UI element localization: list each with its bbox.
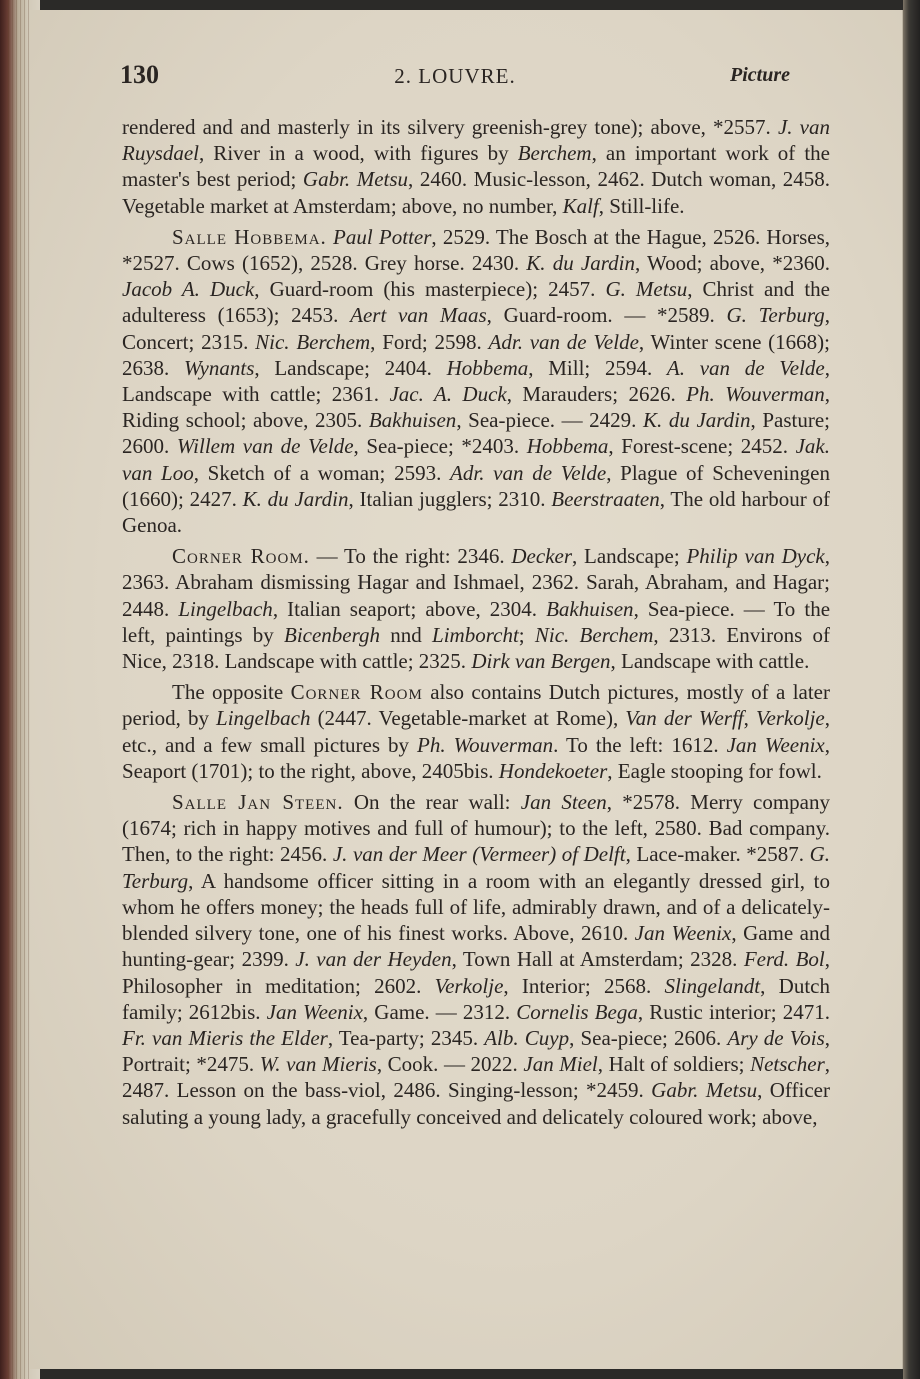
italic-name: Nic. Berchem — [534, 622, 654, 647]
italic-name: Van der Werff — [625, 706, 744, 731]
text-run: , Dutch family; 2612bis. — [122, 973, 830, 1024]
text-run: , A handsome officer sitting in a room with an elegantly dressed girl, to whom he offers money; the heads full of life, admirably drawn, and of a delicately-blended silvery tone, one of his finest works. Above, 2610. — [122, 868, 830, 946]
italic-name: J. van der Meer (Vermeer) of Delft — [332, 842, 626, 867]
italic-name: G. Terburg — [122, 842, 831, 893]
paragraph — [122, 543, 830, 674]
italic-name: Bakhuisen — [546, 596, 634, 621]
italic-name: Slingelandt — [664, 973, 761, 998]
text-run: , Officer saluting a young lady, a gracefully conceived and delicately coloured work; above, — [122, 1078, 830, 1129]
text-run: , Landscape with cattle; 2361. — [122, 355, 830, 407]
text-run: , 2529. The Bosch at the Hague, 2526. Horses, *2527. Cows (1652), 2528. Grey horse. 2430. — [122, 224, 831, 276]
text-run: , Plague of Scheveningen (1660); 2427. — [122, 460, 831, 511]
italic-name: K. du Jardin — [526, 251, 635, 276]
italic-name: Willem van de Velde — [176, 434, 354, 459]
text-run: , 2313. Environs of Nice, 2318. Landscape with cattle; 2325. — [122, 622, 830, 674]
text-run: , Halt of soldiers; — [597, 1052, 751, 1077]
italic-name: Jan Weenix — [266, 999, 363, 1024]
italic-name: K. du Jardin — [242, 486, 349, 511]
italic-name: Hobbema — [446, 355, 529, 380]
text-run: rendered and and masterly in its silvery greenish-grey tone); above, *2557. — [122, 115, 778, 139]
italic-name: Berchem — [517, 141, 592, 166]
text-run: , Tea-party; 2345. — [327, 1025, 485, 1050]
text-run: , Guard-room (his masterpiece); 2457. — [254, 277, 606, 302]
italic-name: Jacob A. Duck — [122, 277, 255, 302]
italic-name: W. van Mieris — [259, 1052, 377, 1077]
italic-name: Beerstraaten — [551, 486, 660, 511]
text-run: . To the left: 1612. — [553, 732, 727, 757]
text-run: , Guard-room. — *2589. — [486, 303, 727, 328]
page-edges — [8, 0, 30, 1379]
text-run: also contains Dutch pictures, mostly of a later period, by — [122, 680, 830, 731]
text-run: , Riding school; above, 2305. — [122, 382, 830, 433]
text-run: , — [743, 706, 756, 731]
italic-name: Dirk van Bergen — [471, 649, 611, 674]
text-run: , Cook. — 2022. — [376, 1052, 524, 1077]
text-run: , Marauders; 2626. — [506, 382, 687, 407]
italic-name: Nic. Berchem — [255, 329, 371, 354]
text-run: , etc., and a few small pictures by — [122, 706, 830, 757]
running-title: 2. LOUVRE. — [394, 64, 516, 88]
text-run: (2447. Vegetable-market at Rome), — [310, 706, 626, 731]
italic-name: A. van de Velde — [666, 355, 825, 380]
text-run: , Portrait; *2475. — [122, 1025, 830, 1077]
italic-name: G. Terburg — [726, 303, 825, 328]
italic-name: Aert van Maas — [350, 303, 487, 328]
text-run: , Philosopher in meditation; 2602. — [122, 947, 830, 998]
room-heading: Corner Room. — [172, 544, 310, 569]
text-run: , Game. — 2312. — [362, 999, 517, 1024]
italic-name: Jan Miel — [523, 1052, 598, 1077]
italic-name: Cornelis Bega — [516, 999, 638, 1024]
italic-name: Adr. van de Velde — [488, 329, 639, 354]
italic-name: Gabr. Metsu — [651, 1078, 758, 1103]
italic-name: Jan Steen — [520, 790, 607, 815]
italic-name: Jak. van Loo — [122, 434, 831, 485]
text-run: , Sketch of a woman; 2593. — [193, 460, 451, 485]
body-text — [122, 114, 830, 1135]
text-run: , 2363. Abraham dismissing Hagar and Ishmael, 2362. Sarah, Abraham, and Hagar; 2448. — [122, 544, 831, 621]
text-run: , Sea-piece. — 2429. — [456, 408, 644, 433]
text-run: , Rustic interior; 2471. — [637, 999, 830, 1024]
italic-name: Jan Weenix — [726, 732, 825, 757]
text-run: , Winter scene (1668); 2638. — [122, 329, 831, 380]
text-run: , Lace-maker. *2587. — [625, 842, 810, 867]
text-run: , an important work of the master's best period; — [122, 141, 831, 192]
text-run: , Wood; above, *2360. — [634, 251, 830, 276]
italic-name: Ferd. Bol — [743, 947, 825, 972]
text-run: , Sea-piece. — To the left, paintings by — [122, 596, 831, 647]
text-run: , Italian jugglers; 2310. — [348, 486, 552, 511]
text-run: , Mill; 2594. — [528, 355, 667, 380]
italic-name: Alb. Cuyp — [484, 1025, 570, 1050]
right-page-edge — [903, 0, 920, 1379]
italic-name: Wynants — [183, 355, 255, 380]
text-run: , Eagle stooping for fowl. — [607, 758, 822, 783]
text-run: , Landscape; — [572, 544, 687, 569]
paragraph — [122, 224, 830, 538]
italic-name: Ph. Wouverman — [686, 382, 825, 407]
italic-name: Verkolje — [434, 973, 504, 998]
text-run: , Ford; 2598. — [370, 329, 489, 354]
italic-name: Ary de Vois — [727, 1025, 825, 1050]
italic-name: Jan Weenix — [634, 921, 732, 946]
running-header — [120, 60, 790, 96]
room-heading: Corner Room — [290, 680, 423, 705]
text-run: , Interior; 2568. — [503, 973, 665, 998]
text-run: nnd — [380, 622, 433, 647]
paragraph — [122, 789, 830, 1130]
text-run: ; — [518, 622, 535, 647]
text-run: , 2487. Lesson on the bass-viol, 2486. Singing-lesson; *2459. — [122, 1052, 830, 1103]
text-run: , River in a wood, with figures by — [198, 141, 518, 166]
italic-name: Bakhuisen — [368, 408, 457, 433]
italic-name: Adr. van de Velde — [450, 460, 607, 485]
italic-name: J. van Ruysdael — [122, 115, 830, 166]
text-run: , Forest-scene; 2452. — [608, 434, 796, 459]
text-run: , Landscape; 2404. — [254, 355, 447, 380]
text-run: The opposite — [172, 680, 291, 705]
text-run: , Still-life. — [598, 193, 685, 218]
italic-name: Paul Potter — [333, 224, 432, 249]
italic-name: Bicenbergh — [284, 622, 381, 647]
italic-name: Fr. van Mieris the Elder — [122, 1025, 328, 1050]
text-run: , Seaport (1701); to the right, above, 2405bis. — [122, 732, 830, 783]
italic-name: Ph. Wouverman — [417, 732, 554, 757]
italic-name: Netscher — [750, 1052, 825, 1077]
italic-name: Decker — [511, 544, 573, 569]
italic-name: Philip van Dyck — [686, 544, 825, 569]
text-run: , Concert; 2315. — [122, 303, 830, 354]
italic-name: Hondekoeter — [498, 758, 608, 783]
italic-name: Jac. A. Duck — [389, 382, 507, 407]
text-run: , *2578. Merry company (1674; rich in happy motives and full of humour); to the left, 2580. Bad company. Then, to the right: 2456. — [122, 790, 830, 867]
section-label: Picture — [730, 64, 790, 86]
text-run: , 2460. Music-lesson, 2462. Dutch woman, 2458. Vegetable market at Amsterdam; above, no number, — [122, 167, 830, 218]
text-run: — To the right: 2346. — [309, 544, 512, 569]
text-run: , Christ and the adulteress (1653); 2453. — [122, 277, 830, 328]
italic-name: Lingelbach — [178, 596, 273, 621]
room-heading: Salle Jan Steen. — [172, 790, 344, 815]
italic-name: J. van der Heyden — [295, 947, 452, 972]
italic-name: Hobbema — [526, 434, 609, 459]
text-run: , Pasture; 2600. — [122, 408, 830, 459]
page-number: 130 — [120, 60, 159, 89]
text-run: On the rear wall: — [343, 790, 521, 815]
italic-name: Limborcht — [432, 622, 519, 647]
italic-name: Lingelbach — [216, 706, 311, 731]
paragraph — [122, 114, 830, 219]
paragraph — [122, 679, 830, 784]
room-heading: Salle Hobbema. — [172, 224, 327, 249]
italic-name: K. du Jardin — [643, 408, 751, 433]
italic-name: Verkolje — [755, 706, 825, 731]
italic-name: Kalf — [562, 193, 599, 218]
text-run: , Landscape with cattle. — [610, 649, 810, 674]
text-run: , The old harbour of Genoa. — [122, 486, 831, 538]
text-run: , Sea-piece; 2606. — [569, 1025, 728, 1050]
text-run: , Italian seaport; above, 2304. — [272, 596, 547, 621]
italic-name: Gabr. Metsu — [302, 167, 409, 192]
text-run: , Game and hunting-gear; 2399. — [122, 921, 831, 972]
text-run: , Sea-piece; *2403. — [353, 434, 527, 459]
text-run: , Town Hall at Amsterdam; 2328. — [451, 947, 744, 972]
italic-name: G. Metsu — [605, 277, 688, 302]
